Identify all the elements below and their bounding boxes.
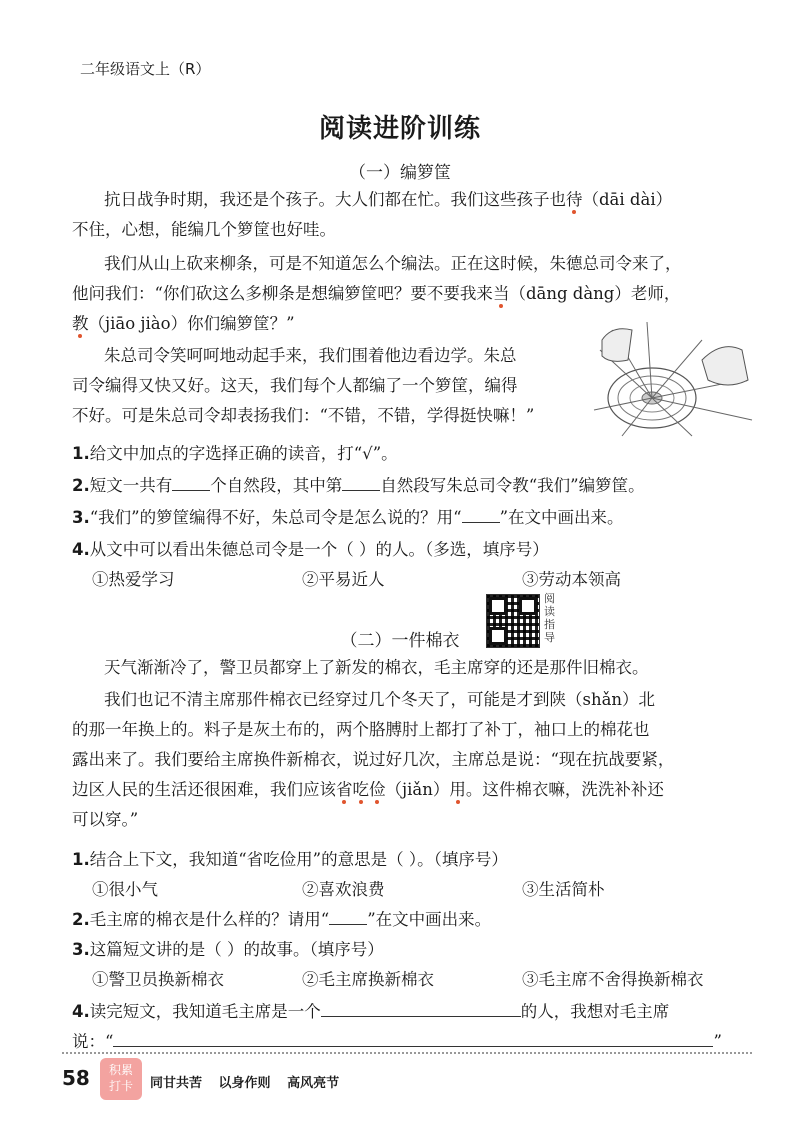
answer-blank[interactable]: [342, 478, 380, 491]
s1-p1-line2: 不住，心想，能编几个箩筐也好哇。: [72, 220, 336, 239]
s1-question-4: 4.从文中可以看出朱德总司令是一个（ ）的人。（多选，填序号）: [72, 540, 549, 559]
s2-p1: 天气渐渐冷了，警卫员都穿上了新发的棉衣，毛主席穿的还是那件旧棉衣。: [104, 658, 649, 677]
s1-p2-line1: 我们从山上砍来柳条，可是不知道怎么个编法。正在这时候，朱德总司令来了，: [104, 254, 682, 273]
answer-blank[interactable]: [321, 1002, 521, 1017]
s1-question-1: 1.给文中加点的字选择正确的读音，打“√”。: [72, 444, 398, 463]
dotted-char: 俭: [369, 780, 386, 799]
s2-question-4: 4.读完短文，我知道毛主席是一个 的人，我想对毛主席: [72, 1002, 670, 1021]
option-2[interactable]: ②毛主席换新棉衣: [302, 970, 434, 989]
s1-p3-line3: 不好。可是朱总司令却表扬我们：“不错，不错，学得挺快嘛！”: [72, 406, 535, 425]
qr-caption: 阅读指导: [544, 592, 555, 644]
option-3[interactable]: ③劳动本领高: [522, 570, 621, 589]
footer-idioms: [150, 1072, 351, 1091]
answer-blank[interactable]: [113, 1032, 713, 1047]
option-3[interactable]: ③毛主席不舍得换新棉衣: [522, 970, 704, 989]
section1-title: （一）编箩筐: [349, 163, 451, 183]
page-number: 58: [62, 1066, 90, 1090]
idiom: 以身作则: [218, 1076, 271, 1091]
s2-q3-options: [92, 966, 752, 990]
option-2[interactable]: ②喜欢浪费: [302, 880, 385, 899]
dotted-char: 待: [566, 190, 583, 209]
s2-p2-line3: 露出来了。我们要给主席换件新棉衣，说过好几次，主席总是说：“现在抗战要紧，: [72, 750, 675, 769]
s1-p3-line2: 司令编得又快又好。这天，我们每个人都编了一个箩筐，编得: [72, 376, 518, 395]
answer-blank[interactable]: [172, 478, 210, 491]
option-1[interactable]: ①警卫员换新棉衣: [92, 970, 224, 989]
s1-question-3: 3.“我们”的箩筐编得不好，朱总司令是怎么说的？用“ ”在文中画出来。: [72, 508, 624, 527]
dotted-char: 当: [492, 284, 510, 303]
s1-p2-line2: 他问我们：“你们砍这么多柳条是想编箩筐吧？要不要我来当（dāng dàng）老师，: [72, 284, 681, 303]
s1-p2-line3: 教（jiāo jiào）你们编箩筐？”: [72, 314, 295, 333]
s2-p2-line4: 边区人民的生活还很困难，我们应该省吃俭（jiǎn）用。这件棉衣嘛，洗洗补补还: [72, 780, 664, 799]
s2-p2-line1: 我们也记不清主席那件棉衣已经穿过几个冬天了，可能是才到陕（shǎn）北: [104, 690, 656, 709]
footer-divider: [62, 1052, 752, 1054]
option-1[interactable]: ①很小气: [92, 880, 158, 899]
page-title: 阅读进阶训练: [318, 114, 481, 144]
s2-question-2: 2.毛主席的棉衣是什么样的？请用“ ”在文中画出来。: [72, 910, 492, 929]
idiom: 同甘共苦: [150, 1076, 203, 1091]
s2-p2-line5: 可以穿。”: [72, 810, 139, 829]
s1-p1-line1: 抗日战争时期，我还是个孩子。大人们都在忙。我们这些孩子也待（dāi dài）: [104, 190, 673, 209]
s1-q4-options: [92, 566, 752, 590]
s2-p2-line2: 的那一年换上的。料子是灰土布的，两个胳膊肘上都打了补丁，袖口上的棉花也: [72, 720, 650, 739]
s2-question-4-line2: 说：“ ”: [72, 1032, 722, 1051]
s1-p3-line1: 朱总司令笑呵呵地动起手来，我们围着他边看边学。朱总: [104, 346, 517, 365]
dotted-char: 教: [72, 314, 89, 333]
idiom: 高风亮节: [287, 1076, 340, 1091]
option-2[interactable]: ②平易近人: [302, 570, 385, 589]
option-3[interactable]: ③生活简朴: [522, 880, 605, 899]
s2-question-3: 3.这篇短文讲的是（ ）的故事。（填序号）: [72, 940, 384, 959]
basket-weaving-illustration: [592, 320, 758, 438]
s1-question-2: 2.短文一共有 个自然段，其中第 自然段写朱总司令教“我们”编箩筐。: [72, 476, 645, 495]
header-label: 二年级语文上（R）: [80, 60, 211, 78]
option-1[interactable]: ①热爱学习: [92, 570, 175, 589]
section2-title: （二）一件棉衣: [340, 631, 460, 651]
s2-q1-options: [92, 876, 752, 900]
accumulation-stamp: 积累 打卡: [100, 1058, 142, 1100]
underline-mark: [462, 510, 500, 523]
underline-mark: [329, 912, 367, 925]
dotted-char: 用: [449, 780, 466, 799]
dotted-char: 省: [336, 780, 353, 799]
dotted-char: 吃: [352, 780, 369, 799]
s2-question-1: 1.结合上下文，我知道“省吃俭用”的意思是（ ）。（填序号）: [72, 850, 508, 869]
